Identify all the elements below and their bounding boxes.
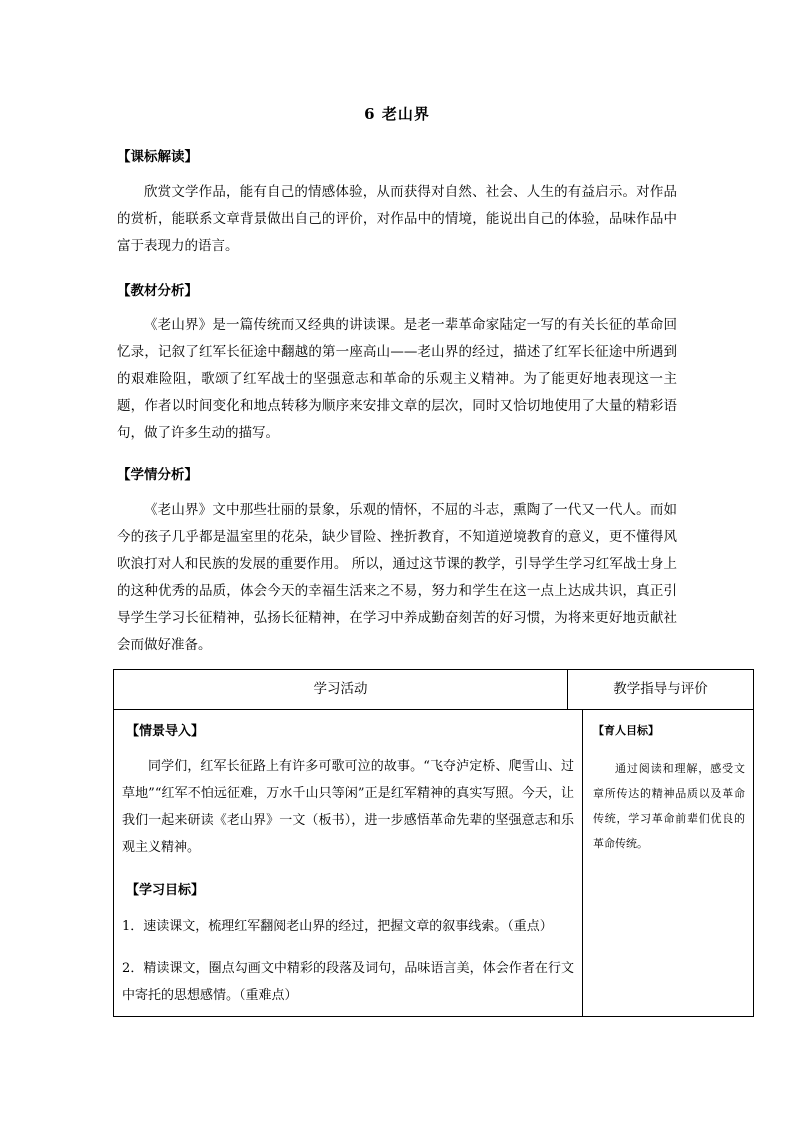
paragraph-curriculum: 欣赏文学作品，能有自己的情感体验，从而获得对自然、社会、人生的有益启示。对作品的赏析，能联系文章背景做出自己的评价，对作品中的情境，能说出自己的体验，品味作品中富于表现力的语言。 bbox=[117, 184, 677, 254]
goal-item-1: 1．速读课文，梳理红军翻阅老山界的经过，把握文章的叙事线索。（重点） bbox=[122, 919, 553, 934]
section-heading-students: 【学情分析】 bbox=[117, 467, 198, 483]
section-heading-textbook: 【教材分析】 bbox=[117, 283, 198, 299]
goals-heading: 【学习目标】 bbox=[126, 883, 205, 898]
education-goal-heading: 【育人目标】 bbox=[593, 724, 659, 737]
lesson-table bbox=[113, 669, 754, 1017]
table-header-guidance: 教学指导与评价 bbox=[568, 670, 753, 710]
table-header-activities: 学习活动 bbox=[114, 670, 568, 710]
guidance-cell bbox=[583, 710, 753, 1016]
intro-paragraph: 同学们，红军长征路上有许多可歌可泣的故事。“飞夺泸定桥、爬雪山、过草地”“红军不怕远征难，万水千山只等闲”正是红军精神的真实写照。今天，让我们一起来研读《老山界》一文（板书），进一步感悟革命先辈的坚强意志和乐观主义精神。 bbox=[122, 759, 574, 855]
education-goal-text: 通过阅读和理解，感受文章所传达的精神品质以及革命传统，学习革命前辈们优良的革命传统。 bbox=[593, 762, 745, 850]
section-heading-curriculum: 【课标解读】 bbox=[117, 149, 198, 165]
paragraph-students: 《老山界》文中那些壮丽的景象，乐观的情怀，不屈的斗志，熏陶了一代又一代人。而如今的孩子几乎都是温室里的花朵，缺少冒险、挫折教育，不知道逆境教育的意义，更不懂得风吹浪打对人和民族的发展的重要作用。 所以，通过这节课的教学，引导学生学习红军战士身上的这种优秀的品质，体会今天的幸福生活来之不易，努力和学生在这一点上达成共识，真正引导学生学习长征精神，弘扬长征精神，在学习中养成勤奋刻苦的好习惯，为将来更好地贡献社会而做好准备。 bbox=[117, 502, 677, 653]
page-title: 6 老山界 bbox=[364, 105, 430, 123]
paragraph-textbook: 《老山界》是一篇传统而又经典的讲读课。是老一辈革命家陆定一写的有关长征的革命回忆录，记叙了红军长征途中翻越的第一座高山——老山界的经过，描述了红军长征途中所遇到的艰难险阻，歌颂了红军战士的坚强意志和革命的乐观主义精神。为了能更好地表现这一主题，作者以时间变化和地点转移为顺序来安排文章的层次，同时又恰切地使用了大量的精彩语句，做了许多生动的描写。 bbox=[117, 317, 677, 441]
intro-heading: 【情景导入】 bbox=[126, 724, 205, 739]
activities-cell bbox=[114, 710, 583, 1016]
goal-item-2: 2．精读课文，圈点勾画文中精彩的段落及词句，品味语言美，体会作者在行文中寄托的思想感情。（重难点） bbox=[122, 961, 574, 1003]
